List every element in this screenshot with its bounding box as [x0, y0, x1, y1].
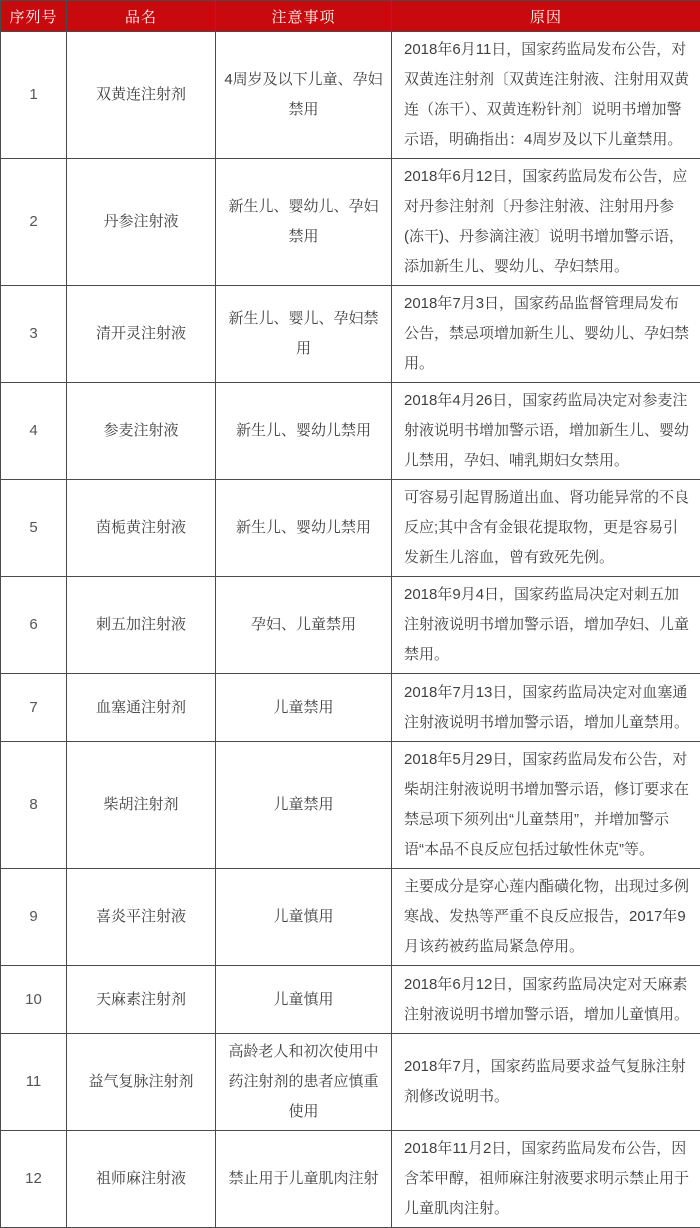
cell-name: 天麻素注射剂: [67, 966, 216, 1034]
cell-notes: 孕妇、儿童禁用: [216, 577, 392, 674]
cell-serial: 11: [1, 1034, 67, 1131]
cell-name: 柴胡注射剂: [67, 742, 216, 869]
cell-name: 清开灵注射液: [67, 286, 216, 383]
col-header-serial: 序列号: [1, 1, 67, 32]
cell-reason: 2018年5月29日，国家药监局发布公告，对柴胡注射液说明书增加警示语，修订要求在禁忌项下须列出“儿童禁用”，并增加警示语“本品不良反应包括过敏性休克”等。: [392, 742, 700, 869]
cell-reason: 2018年4月26日，国家药监局决定对参麦注射液说明书增加警示语，增加新生儿、婴幼儿禁用，孕妇、哺乳期妇女禁用。: [392, 383, 700, 480]
cell-name: 丹参注射液: [67, 159, 216, 286]
cell-notes: 儿童禁用: [216, 742, 392, 869]
cell-reason: 2018年7月13日，国家药监局决定对血塞通注射液说明书增加警示语，增加儿童禁用。: [392, 674, 700, 742]
cell-notes: 儿童禁用: [216, 674, 392, 742]
cell-notes: 新生儿、婴幼儿禁用: [216, 383, 392, 480]
cell-notes: 禁止用于儿童肌肉注射: [216, 1131, 392, 1228]
cell-name: 双黄连注射剂: [67, 32, 216, 159]
cell-notes: 高龄老人和初次使用中药注射剂的患者应慎重使用: [216, 1034, 392, 1131]
table-row: [1, 383, 700, 480]
cell-name: 茵栀黄注射液: [67, 480, 216, 577]
cell-reason: 2018年9月4日，国家药监局决定对刺五加注射液说明书增加警示语，增加孕妇、儿童禁用。: [392, 577, 700, 674]
cell-name: 喜炎平注射液: [67, 869, 216, 966]
cell-name: 血塞通注射剂: [67, 674, 216, 742]
cell-serial: 6: [1, 577, 67, 674]
cell-notes: 新生儿、婴幼儿禁用: [216, 480, 392, 577]
cell-serial: 1: [1, 32, 67, 159]
table-row: [1, 742, 700, 869]
cell-name: 参麦注射液: [67, 383, 216, 480]
col-header-name: 品名: [67, 1, 216, 32]
table-row: [1, 480, 700, 577]
cell-serial: 9: [1, 869, 67, 966]
table-row: [1, 32, 700, 159]
table-row: [1, 1131, 700, 1228]
col-header-notes: 注意事项: [216, 1, 392, 32]
cell-serial: 8: [1, 742, 67, 869]
table-row: [1, 1034, 700, 1131]
cell-reason: 2018年7月3日，国家药品监督管理局发布公告，禁忌项增加新生儿、婴幼儿、孕妇禁用。: [392, 286, 700, 383]
cell-name: 祖师麻注射液: [67, 1131, 216, 1228]
cell-reason: 2018年7月，国家药监局要求益气复脉注射剂修改说明书。: [392, 1034, 700, 1131]
header-row: [1, 1, 700, 32]
cell-notes: 儿童慎用: [216, 869, 392, 966]
cell-reason: 2018年11月2日，国家药监局发布公告，因含苯甲醇，祖师麻注射液要求明示禁止用于儿童肌肉注射。: [392, 1131, 700, 1228]
cell-reason: 2018年6月12日，国家药监局发布公告，应对丹参注射剂〔丹参注射液、注射用丹参(冻干)、丹参滴注液〕说明书增加警示语，添加新生儿、婴幼儿、孕妇禁用。: [392, 159, 700, 286]
table-row: [1, 869, 700, 966]
cell-reason: 主要成分是穿心莲内酯磺化物，出现过多例寒战、发热等严重不良反应报告，2017年9月该药被药监局紧急停用。: [392, 869, 700, 966]
cell-serial: 4: [1, 383, 67, 480]
table-row: [1, 674, 700, 742]
cell-name: 刺五加注射液: [67, 577, 216, 674]
cell-notes: 4周岁及以下儿童、孕妇禁用: [216, 32, 392, 159]
cell-serial: 12: [1, 1131, 67, 1228]
cell-serial: 3: [1, 286, 67, 383]
cell-notes: 新生儿、婴儿、孕妇禁用: [216, 286, 392, 383]
cell-reason: 2018年6月12日，国家药监局决定对天麻素注射液说明书增加警示语，增加儿童慎用。: [392, 966, 700, 1034]
cell-reason: 2018年6月11日，国家药监局发布公告，对双黄连注射剂〔双黄连注射液、注射用双黄连（冻干）、双黄连粉针剂〕说明书增加警示语，明确指出：4周岁及以下儿童禁用。: [392, 32, 700, 159]
cell-reason: 可容易引起胃肠道出血、肾功能异常的不良反应;其中含有金银花提取物，更是容易引发新生儿溶血，曾有致死先例。: [392, 480, 700, 577]
cell-serial: 7: [1, 674, 67, 742]
cell-serial: 5: [1, 480, 67, 577]
table-row: [1, 577, 700, 674]
cell-serial: 10: [1, 966, 67, 1034]
cell-notes: 新生儿、婴幼儿、孕妇禁用: [216, 159, 392, 286]
table-row: [1, 286, 700, 383]
cell-notes: 儿童慎用: [216, 966, 392, 1034]
table-body: [1, 32, 700, 1228]
table-row: [1, 159, 700, 286]
cell-name: 益气复脉注射剂: [67, 1034, 216, 1131]
table-row: [1, 966, 700, 1034]
col-header-reason: 原因: [392, 1, 700, 32]
cell-serial: 2: [1, 159, 67, 286]
